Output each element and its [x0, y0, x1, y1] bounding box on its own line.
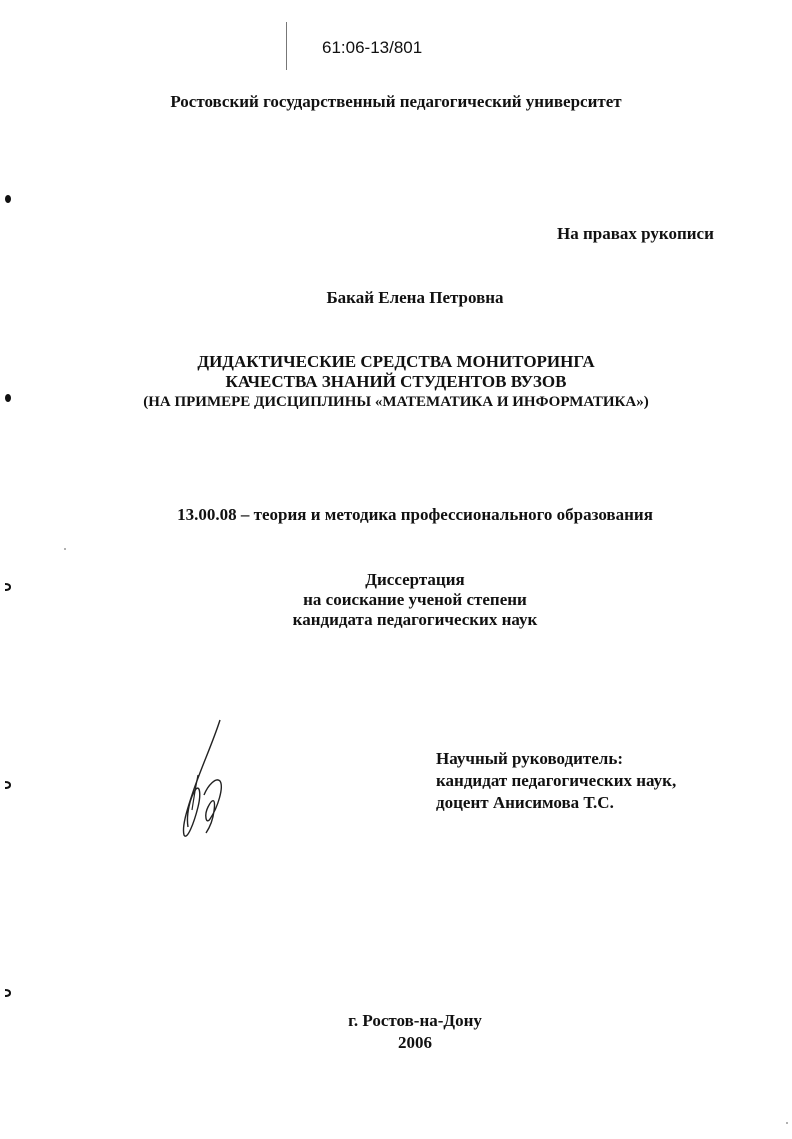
university-name: Ростовский государственный педагогический университет [170, 92, 622, 111]
dissertation-type [0, 570, 792, 630]
scan-margin-mark [286, 22, 287, 70]
signature-icon [170, 715, 250, 850]
dissertation-line-2: на соискание ученой степени [303, 590, 527, 609]
scan-speck [786, 1122, 788, 1124]
city: г. Ростов-на-Дону [348, 1011, 482, 1030]
dissertation-line-3: кандидата педагогических наук [292, 610, 538, 629]
title-line-2: КАЧЕСТВА ЗНАНИЙ СТУДЕНТОВ ВУЗОВ [225, 372, 567, 391]
supervisor-line-2: кандидат педагогических наук, [436, 771, 677, 790]
supervisor-block [436, 748, 676, 814]
title-line-3: (НА ПРИМЕРЕ ДИСЦИПЛИНЫ «МАТЕМАТИКА И ИНФОРМАТИКА») [143, 394, 649, 410]
author-name: Бакай Елена Петровна [326, 288, 504, 307]
scan-speck [64, 548, 66, 550]
year: 2006 [398, 1033, 432, 1052]
binder-hole-icon [4, 393, 12, 403]
dissertation-line-1: Диссертация [365, 570, 465, 589]
city-year-block [0, 1010, 792, 1054]
binder-hole-icon [4, 988, 12, 998]
supervisor-line-3: доцент Анисимова Т.С. [436, 793, 614, 812]
title-line-1: ДИДАКТИЧЕСКИЕ СРЕДСТВА МОНИТОРИНГА [197, 352, 595, 371]
dissertation-title [0, 352, 792, 412]
archive-code: 61:06-13/801 [322, 38, 423, 57]
binder-hole-icon [4, 582, 12, 592]
specialty-code: 13.00.08 – теория и методика профессионального образования [177, 505, 653, 524]
supervisor-line-1: Научный руководитель: [436, 749, 623, 768]
manuscript-rights: На правах рукописи [557, 224, 714, 243]
binder-hole-icon [4, 780, 12, 790]
binder-hole-icon [4, 194, 12, 204]
